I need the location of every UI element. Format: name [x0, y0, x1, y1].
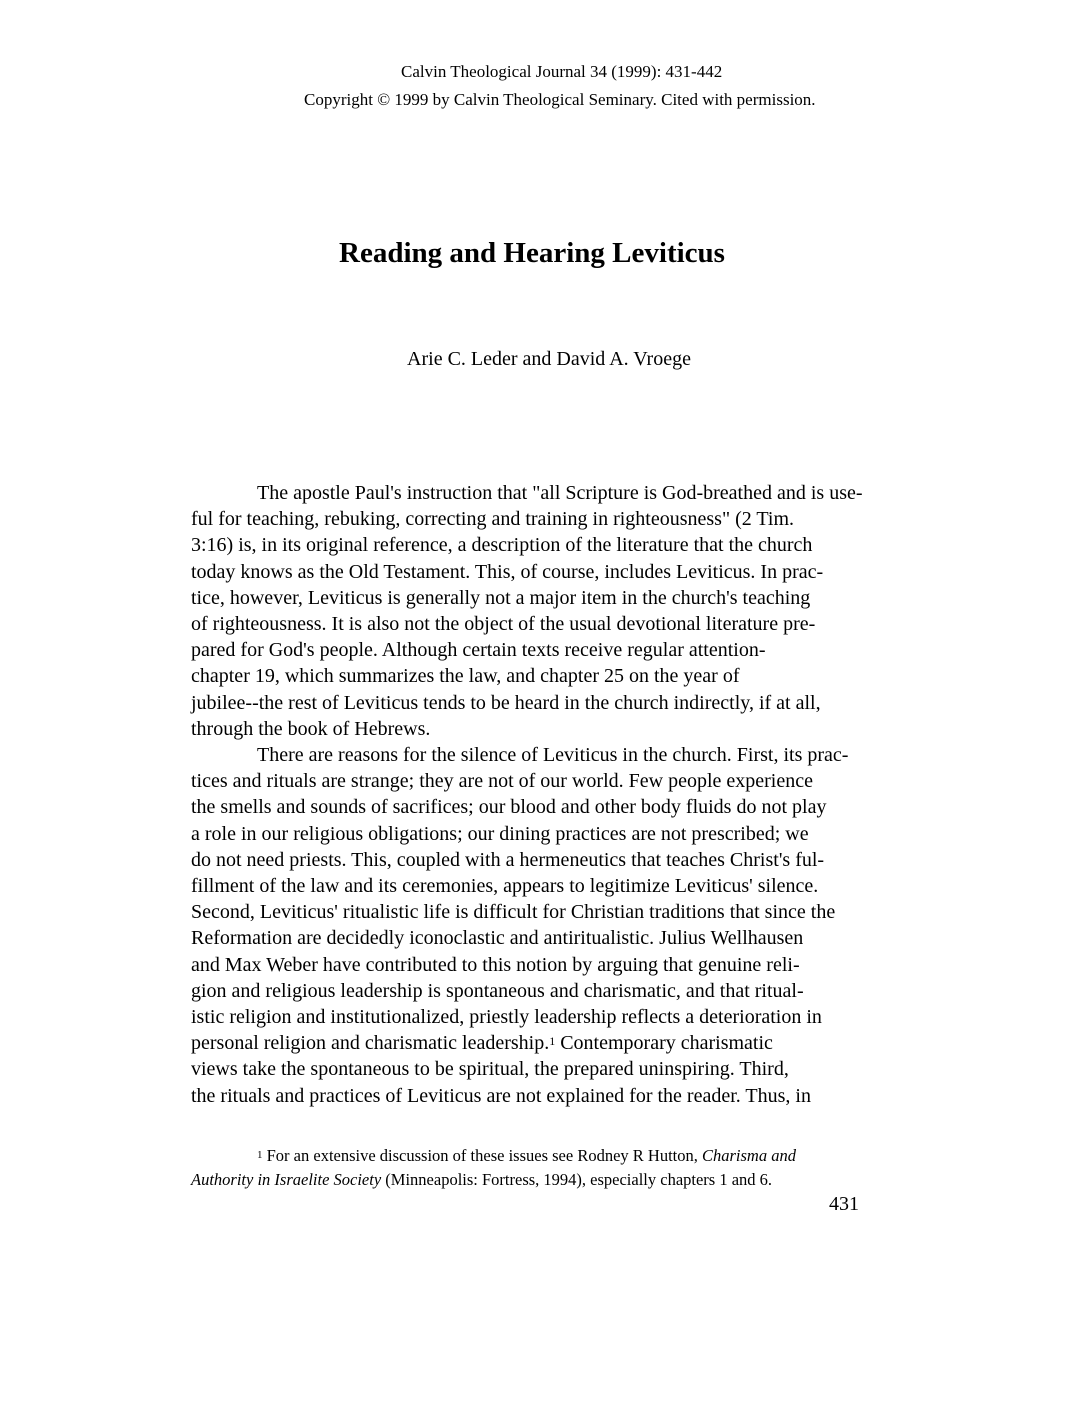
paragraph-2-line: Second, Leviticus' ritualistic life is difficult for Christian traditions that since the: [191, 901, 836, 924]
footnote-marker: 1: [257, 1149, 263, 1161]
note-line-text-after: Contemporary charismatic: [555, 1032, 773, 1055]
paragraph-2-line: do not need priests. This, coupled with a hermeneutics that teaches Christ's ful-: [191, 848, 825, 871]
paragraph-1-line: today knows as the Old Testament. This, of course, includes Leviticus. In prac-: [191, 560, 824, 583]
paragraph-2-line: the smells and sounds of sacrifices; our blood and other body fluids do not play: [191, 796, 827, 819]
paragraph-1-line: The apostle Paul's instruction that "all Scripture is God-breathed and is use-: [257, 482, 863, 504]
paragraph-1-line: 3:16) is, in its original reference, a description of the literature that the church: [191, 534, 813, 557]
paragraph-1-line: pared for God's people. Although certain texts receive regular attention-: [191, 639, 766, 662]
paragraph-1-line: of righteousness. It is also not the object of the usual devotional literature pre-: [191, 613, 816, 636]
paragraph-1-line: chapter 19, which summarizes the law, and chapter 25 on the year of: [191, 665, 740, 688]
paragraph-2-line: There are reasons for the silence of Leviticus in the church. First, its prac-: [257, 744, 849, 767]
page-number: 431: [829, 1193, 859, 1215]
paragraph-1-line: tice, however, Leviticus is generally not a major item in the church's teaching: [191, 586, 811, 609]
footnote-book-title-part1: Charisma and: [702, 1146, 796, 1165]
paragraph-2-line: fillment of the law and its ceremonies, appears to legitimize Leviticus' silence.: [191, 875, 819, 898]
note-line-text-before: personal religion and charismatic leadership.: [191, 1032, 550, 1055]
footnote-text-before: For an extensive discussion of these issues see Rodney R Hutton,: [262, 1146, 702, 1165]
paragraph-2-line: Reformation are decidedly iconoclastic and antiritualistic. Julius Wellhausen: [191, 927, 804, 950]
footnote-book-title-part2: Authority in Israelite Society: [191, 1170, 382, 1189]
paragraph-2-line: istic religion and institutionalized, priestly leadership reflects a deterioration in: [191, 1006, 822, 1029]
article-title: Reading and Hearing Leviticus: [339, 237, 725, 269]
article-authors: Arie C. Leder and David A. Vroege: [407, 348, 691, 370]
copyright-notice: Copyright © 1999 by Calvin Theological Seminary. Cited with permission.: [304, 90, 816, 109]
footnote-text-after: (Minneapolis: Fortress, 1994), especially chapters 1 and 6.: [381, 1170, 773, 1189]
footnote-line-2: [191, 1168, 951, 1192]
article-body: [191, 480, 971, 1109]
footnote-line-1: [191, 1144, 951, 1168]
paragraph-2-line-with-note: [191, 1030, 971, 1056]
paragraph-1-line: ful for teaching, rebuking, correcting and training in righteousness" (2 Tim.: [191, 508, 795, 531]
paragraph-2-line: views take the spontaneous to be spiritual, the prepared uninspiring. Third,: [191, 1058, 789, 1081]
paragraph-1-line: through the book of Hebrews.: [191, 717, 431, 740]
footnote: [191, 1144, 951, 1192]
journal-citation: Calvin Theological Journal 34 (1999): 431-442: [401, 62, 723, 81]
footnote-reference[interactable]: 1: [549, 1034, 556, 1049]
paragraph-1-line: jubilee--the rest of Leviticus tends to be heard in the church indirectly, if at all,: [191, 691, 821, 714]
paragraph-2-line: a role in our religious obligations; our dining practices are not prescribed; we: [191, 822, 809, 845]
paragraph-2-line: the rituals and practices of Leviticus are not explained for the reader. Thus, in: [191, 1084, 811, 1107]
paragraph-2-line: tices and rituals are strange; they are not of our world. Few people experience: [191, 770, 813, 793]
paragraph-2-line: and Max Weber have contributed to this notion by arguing that genuine reli-: [191, 953, 800, 976]
paragraph-2-line: gion and religious leadership is spontaneous and charismatic, and that ritual-: [191, 979, 804, 1002]
